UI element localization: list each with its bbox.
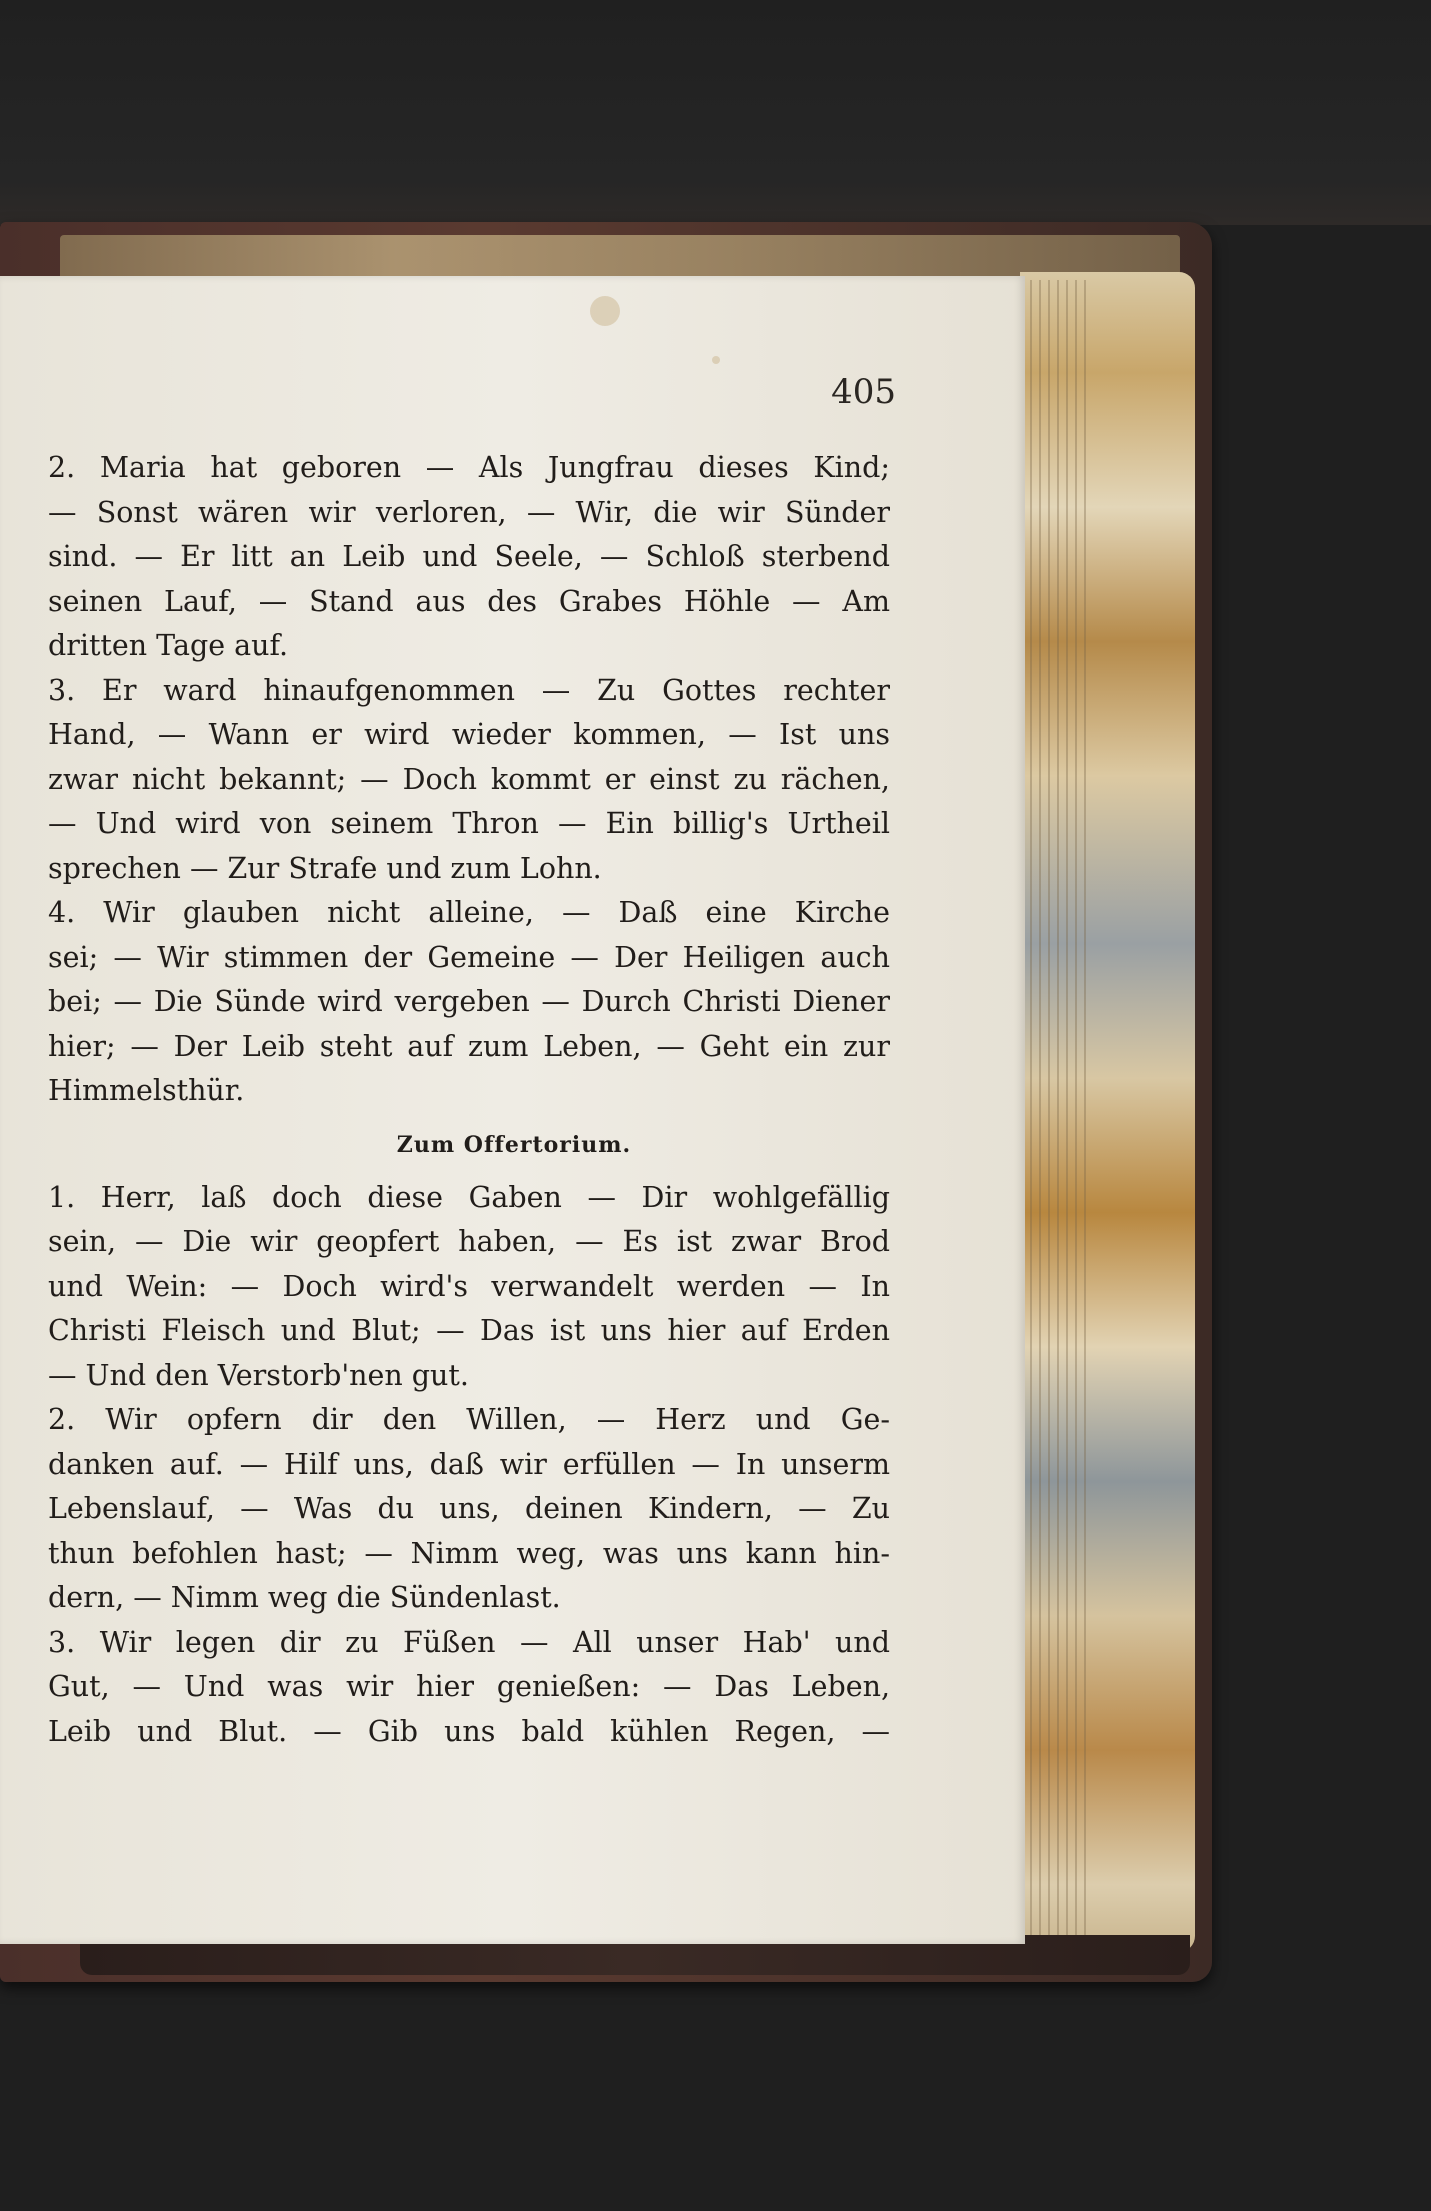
text-line: sei; — Wir stimmen der Gemeine — Der Heiligen auch [48,940,890,974]
text-line: — Sonst wären wir verloren, — Wir, die wir Sünder [48,495,890,529]
text-line: hier; — Der Leib steht auf zum Leben, — Geht ein zur [48,1029,890,1063]
text-line: sprechen — Zur Strafe und zum Lohn. [48,851,602,885]
text-line: bei; — Die Sünde wird vergeben — Durch Christi Diener [48,985,890,1018]
text-line: 4. Wir glauben nicht alleine, — Daß eine Kirche [48,896,890,929]
page-edge-lines [1030,280,1090,1940]
page-text [48,446,890,1754]
text-line: 1. Herr, laß doch diese Gaben — Dir wohlgefällig [48,1180,890,1214]
text-line: dritten Tage auf. [48,629,289,662]
backdrop [0,0,1431,225]
text-line: dern, — Nimm weg die Sündenlast. [48,1581,561,1614]
text-line: 3. Er ward hinaufgenommen — Zu Gottes rechter [48,673,890,707]
text-line: Himmelsthür. [48,1074,245,1107]
text-line: sein, — Die wir geopfert haben, — Es ist zwar Brod [48,1225,890,1258]
text-line: thun befohlen hast; — Nimm weg, was uns kann hin- [48,1536,890,1570]
section-heading: Zum Offertorium. [396,1131,632,1158]
text-line: Christi Fleisch und Blut; — Das ist uns hier auf Erden [48,1314,890,1347]
text-line: Gut, — Und was wir hier genießen: — Das Leben, [48,1670,890,1703]
page-number: 405 [831,372,896,412]
text-line: danken auf. — Hilf uns, daß wir erfüllen — In unserm [48,1447,890,1481]
text-line: Hand, — Wann er wird wieder kommen, — Ist uns [48,718,890,751]
text-line: — Und den Verstorb'nen gut. [48,1358,469,1392]
text-line: sind. — Er litt an Leib und Seele, — Schloß sterbend [48,540,890,573]
text-line: und Wein: — Doch wird's verwandelt werden — In [48,1269,890,1303]
text-line: seinen Lauf, — Stand aus des Grabes Höhle — Am [48,584,890,618]
text-line: zwar nicht bekannt; — Doch kommt er einst zu rächen, [48,762,890,796]
paper-stain [590,296,620,326]
text-line: Leib und Blut. — Gib uns bald kühlen Regen, — [48,1714,890,1748]
book-top-edge [60,235,1180,280]
text-line: 3. Wir legen dir zu Füßen — All unser Hab' und [48,1625,890,1659]
text-line: — Und wird von seinem Thron — Ein billig's Urtheil [48,807,890,840]
text-line: Lebenslauf, — Was du uns, deinen Kindern, — Zu [48,1492,890,1525]
text-line: 2. Maria hat geboren — Als Jungfrau dieses Kind; [48,451,890,484]
text-line: 2. Wir opfern dir den Willen, — Herz und Ge- [48,1403,890,1436]
paper-stain [712,356,720,364]
